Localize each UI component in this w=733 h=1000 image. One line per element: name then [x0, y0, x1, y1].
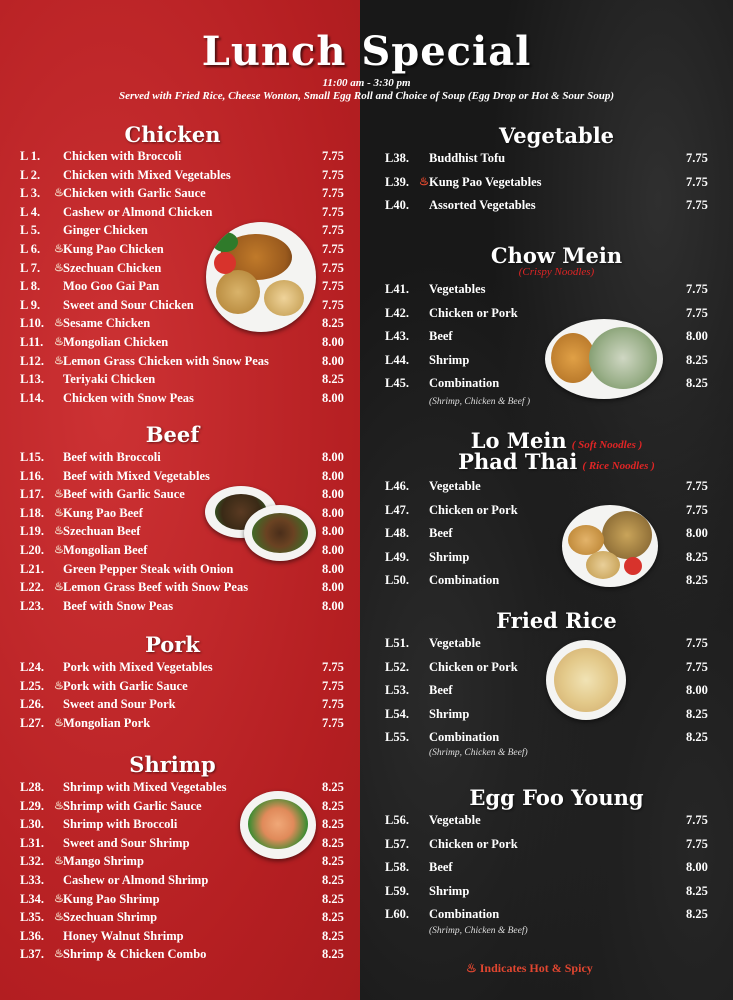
item-name: Combination [429, 907, 500, 921]
menu-item [20, 679, 355, 698]
item-price: 7.75 [322, 279, 344, 294]
section-title: Egg Foo Young [469, 785, 644, 810]
item-name: Cashew or Almond Shrimp [63, 872, 209, 887]
item-price: 7.75 [322, 715, 344, 730]
item-code: L26. [20, 697, 44, 712]
item-code: L23. [20, 598, 44, 613]
section-title: Beef [145, 422, 200, 447]
item-price: 7.75 [322, 297, 344, 312]
item-code: L54. [385, 706, 409, 721]
item-name: Cashew or Almond Chicken [63, 204, 213, 219]
item-code: L18. [20, 505, 44, 520]
spicy-icon: ♨ [54, 261, 64, 274]
item-price: 7.75 [322, 660, 344, 674]
item-price: 7.75 [322, 204, 344, 219]
item-price: 8.25 [686, 706, 708, 721]
item-name: Sesame Chicken [63, 316, 151, 331]
section-title: Fried Rice [496, 608, 617, 633]
item-price: 7.75 [686, 502, 708, 517]
item-code: L58. [385, 860, 409, 874]
service-hours: 11:00 am - 3:30 pm [322, 77, 411, 89]
item-price: 8.25 [686, 730, 708, 744]
item-code: L39. [385, 174, 409, 189]
menu-item [385, 479, 720, 503]
item-code: L29. [20, 798, 44, 813]
item-code: L51. [385, 636, 409, 650]
spicy-icon: ♨ [54, 948, 64, 961]
item-price: 8.00 [322, 468, 344, 483]
item-code: L30. [20, 817, 44, 832]
item-price: 8.00 [322, 487, 344, 502]
item-code: L44. [385, 352, 409, 367]
item-name: Szechuan Shrimp [63, 910, 158, 925]
item-price: 8.00 [686, 526, 708, 540]
item-name: Vegetable [429, 813, 481, 827]
item-price: 8.25 [322, 854, 344, 869]
item-price: 7.75 [686, 151, 708, 165]
spicy-icon: ♨ [54, 317, 64, 330]
item-name: Shrimp & Chicken Combo [63, 947, 207, 962]
item-name: Shrimp with Broccoli [63, 817, 178, 832]
item-code: L49. [385, 549, 409, 564]
item-name: Combination [429, 730, 500, 744]
item-code: L12. [20, 353, 44, 368]
item-name: Mango Shrimp [63, 854, 144, 869]
item-name: Shrimp with Mixed Vegetables [63, 780, 227, 794]
menu-item [385, 550, 720, 574]
menu-item [385, 707, 720, 731]
item-code: L22. [20, 580, 44, 595]
spicy-icon: ♨ [54, 716, 64, 729]
item-name: Honey Walnut Shrimp [63, 928, 184, 943]
vegetable-section [385, 123, 720, 222]
menu-item [20, 335, 355, 354]
item-price: 8.00 [686, 329, 708, 343]
item-price: 7.75 [322, 186, 344, 201]
menu-item [385, 282, 720, 306]
item-code: L34. [20, 891, 44, 906]
lo-mein-section [385, 428, 720, 597]
item-name: Vegetable [429, 479, 481, 493]
beef-dish-photo-2 [244, 505, 316, 561]
item-name: Chicken with Mixed Vegetables [63, 167, 231, 182]
item-name: Teriyaki Chicken [63, 372, 156, 387]
item-price: 8.25 [686, 549, 708, 564]
menu-item [385, 573, 720, 597]
section-title-2: Phad Thai [458, 449, 578, 474]
menu-item [20, 780, 355, 799]
item-code: L48. [385, 526, 409, 540]
item-price: 8.25 [686, 883, 708, 898]
item-price: 8.25 [322, 372, 344, 387]
item-price: 8.00 [322, 390, 344, 405]
item-code: L 6. [20, 241, 41, 256]
menu-item [20, 660, 355, 679]
item-name: Shrimp [429, 352, 470, 367]
item-code: L20. [20, 542, 44, 557]
spicy-icon: ♨ [54, 525, 64, 538]
item-code: L42. [385, 305, 409, 320]
item-code: L31. [20, 835, 44, 850]
item-name: Beef with Garlic Sauce [63, 487, 185, 502]
item-price: 7.75 [686, 836, 708, 851]
menu-item [20, 599, 355, 618]
fried-rice-dish-photo [546, 640, 626, 720]
item-name: Sweet and Sour Chicken [63, 297, 194, 312]
item-code: L38. [385, 151, 409, 165]
item-name: Shrimp [429, 549, 470, 564]
served-with-note: Served with Fried Rice, Cheese Wonton, Small Egg Roll and Choice of Soup (Egg Drop or Hot & Sour Soup) [119, 90, 614, 102]
menu-item [385, 837, 720, 861]
item-price: 8.00 [322, 334, 344, 349]
section-subtitle: ( Soft Noodles ) [571, 439, 643, 451]
menu-item [385, 813, 720, 837]
spicy-icon: ♨ [54, 855, 64, 868]
menu-item [20, 697, 355, 716]
item-price: 7.75 [322, 697, 344, 712]
item-price: 7.75 [686, 174, 708, 189]
item-price: 8.25 [322, 798, 344, 813]
menu-item [20, 223, 355, 242]
item-name: Shrimp with Garlic Sauce [63, 798, 202, 813]
item-price: 7.75 [322, 223, 344, 238]
item-price: 8.25 [322, 316, 344, 331]
item-code: L36. [20, 928, 44, 943]
pork-section [20, 632, 355, 734]
item-name: Vegetables [429, 282, 486, 296]
combination-note: (Shrimp, Chicken & Beef ) [429, 397, 531, 407]
item-name: Shrimp [429, 883, 470, 898]
item-code: L 7. [20, 260, 41, 275]
shrimp-section [20, 752, 355, 966]
item-code: L17. [20, 487, 44, 502]
item-code: L46. [385, 479, 409, 493]
item-name: Vegetable [429, 636, 481, 650]
item-name: Moo Goo Gai Pan [63, 279, 160, 294]
item-code: L16. [20, 468, 44, 483]
item-code: L15. [20, 450, 44, 464]
menu-item [20, 354, 355, 373]
spicy-icon: ♨ [54, 335, 64, 348]
item-name: Mongolian Chicken [63, 334, 169, 349]
item-price: 8.00 [322, 353, 344, 368]
menu-title: Lunch Special [201, 28, 532, 75]
item-price: 7.75 [322, 678, 344, 693]
item-code: L52. [385, 659, 409, 674]
menu-item [20, 149, 355, 168]
menu-item [385, 151, 720, 175]
item-name: Chicken with Snow Peas [63, 390, 194, 405]
item-name: Kung Pao Shrimp [63, 891, 160, 906]
menu-item [20, 391, 355, 410]
item-name: Chicken with Broccoli [63, 149, 182, 163]
menu-item [20, 562, 355, 581]
item-name: Beef [429, 329, 453, 343]
item-code: L28. [20, 780, 44, 794]
item-name: Chicken with Garlic Sauce [63, 186, 206, 201]
spicy-icon: ♨ [54, 679, 64, 692]
spicy-icon: ♨ [419, 175, 429, 188]
item-name: Chicken or Pork [429, 836, 518, 851]
item-price: 7.75 [686, 636, 708, 650]
menu-item [20, 873, 355, 892]
item-price: 8.00 [322, 580, 344, 595]
spicy-icon: ♨ [54, 187, 64, 200]
item-price: 8.25 [322, 910, 344, 925]
item-name: Mongolian Pork [63, 715, 151, 730]
section-title: Pork [145, 632, 200, 657]
item-price: 8.25 [322, 817, 344, 832]
item-code: L 3. [20, 186, 41, 201]
item-price: 7.75 [322, 260, 344, 275]
menu-item [385, 306, 720, 330]
item-name: Beef [429, 860, 453, 874]
item-name: Beef [429, 683, 453, 697]
item-name: Assorted Vegetables [429, 198, 536, 212]
item-name: Beef with Broccoli [63, 450, 161, 464]
menu-item [20, 910, 355, 929]
item-name: Chicken or Pork [429, 305, 518, 320]
spicy-icon: ♨ [54, 242, 64, 255]
lo-mein-dish-photo [562, 505, 658, 587]
item-name: Pork with Garlic Sauce [63, 678, 188, 693]
item-code: L11. [20, 334, 44, 349]
spicy-icon: ♨ [54, 581, 64, 594]
item-price: 8.25 [322, 928, 344, 943]
item-code: L40. [385, 198, 409, 212]
spicy-icon: ♨ [54, 506, 64, 519]
item-price: 8.00 [322, 505, 344, 520]
combination-note: (Shrimp, Chicken & Beef) [429, 748, 528, 758]
item-price: 7.75 [686, 813, 708, 827]
item-code: L57. [385, 836, 409, 851]
section-title: Chow Mein [490, 243, 623, 268]
item-code: L 4. [20, 204, 41, 219]
item-code: L 1. [20, 149, 41, 163]
item-price: 8.00 [322, 450, 344, 464]
item-code: L19. [20, 524, 44, 539]
menu-item [385, 860, 720, 884]
spicy-icon: ♨ [54, 488, 64, 501]
item-name: Pork with Mixed Vegetables [63, 660, 213, 674]
item-price: 7.75 [686, 305, 708, 320]
item-code: L32. [20, 854, 44, 869]
item-name: Ginger Chicken [63, 223, 148, 238]
item-code: L59. [385, 883, 409, 898]
item-price: 8.00 [686, 683, 708, 697]
egg-foo-young-section [385, 785, 720, 936]
spicy-icon: ♨ [466, 961, 477, 975]
item-code: L21. [20, 561, 44, 576]
spicy-icon: ♨ [54, 799, 64, 812]
item-code: L 8. [20, 279, 41, 294]
item-name: Lemon Grass Chicken with Snow Peas [63, 353, 269, 368]
item-name: Chicken or Pork [429, 502, 518, 517]
item-code: L55. [385, 730, 409, 744]
item-price: 7.75 [322, 149, 344, 163]
spicy-icon: ♨ [54, 911, 64, 924]
item-code: L56. [385, 813, 409, 827]
menu-item [20, 892, 355, 911]
item-name: Lemon Grass Beef with Snow Peas [63, 580, 249, 595]
combination-note: (Shrimp, Chicken & Beef) [429, 926, 528, 936]
item-code: L33. [20, 872, 44, 887]
shrimp-dish-photo [240, 791, 316, 859]
menu-header [0, 28, 733, 102]
item-price: 7.75 [686, 659, 708, 674]
section-title: Vegetable [498, 123, 615, 148]
item-name: Sweet and Sour Pork [63, 697, 176, 712]
item-name: Kung Pao Beef [63, 505, 143, 520]
item-price: 8.00 [322, 524, 344, 539]
item-price: 7.75 [322, 167, 344, 182]
menu-item [20, 372, 355, 391]
chow-mein-dish-photo [545, 319, 663, 399]
item-price: 8.25 [322, 872, 344, 887]
spicy-icon: ♨ [54, 543, 64, 556]
item-code: L10. [20, 316, 44, 331]
item-code: L25. [20, 678, 44, 693]
section-title: Chicken [124, 122, 221, 147]
item-price: 8.25 [322, 835, 344, 850]
item-name: Sweet and Sour Shrimp [63, 835, 190, 850]
item-price: 8.25 [322, 947, 344, 962]
item-price: 8.25 [322, 780, 344, 794]
spicy-legend-text: Indicates Hot & Spicy [479, 961, 593, 975]
item-price: 8.25 [322, 891, 344, 906]
item-name: Beef with Mixed Vegetables [63, 468, 210, 483]
menu-item [385, 526, 720, 550]
item-code: L37. [20, 947, 44, 962]
item-code: L14. [20, 390, 44, 405]
item-code: L35. [20, 910, 44, 925]
spicy-icon: ♨ [54, 354, 64, 367]
item-code: L 9. [20, 297, 41, 312]
item-code: L43. [385, 329, 409, 343]
item-name: Kung Pao Vegetables [429, 174, 542, 189]
item-price: 8.00 [322, 561, 344, 576]
section-subtitle-2: ( Rice Noodles ) [582, 460, 655, 472]
menu-item [385, 175, 720, 199]
item-name: Green Pepper Steak with Onion [63, 561, 234, 576]
item-name: Combination [429, 376, 500, 390]
item-price: 7.75 [686, 479, 708, 493]
item-name: Combination [429, 573, 500, 587]
menu-item [20, 854, 355, 873]
menu-item [20, 205, 355, 224]
item-price: 8.00 [686, 860, 708, 874]
item-price: 8.00 [322, 598, 344, 613]
item-name: Shrimp [429, 706, 470, 721]
item-code: L 5. [20, 223, 41, 238]
menu-item [20, 450, 355, 469]
menu-item [20, 716, 355, 735]
item-name: Buddhist Tofu [429, 151, 506, 165]
spicy-legend [466, 961, 593, 976]
item-code: L24. [20, 660, 44, 674]
item-price: 8.25 [686, 352, 708, 367]
menu-item [20, 487, 355, 506]
menu-item [20, 947, 355, 966]
section-title: Shrimp [129, 752, 216, 777]
menu-item [385, 884, 720, 908]
menu-item [20, 186, 355, 205]
item-price: 7.75 [686, 198, 708, 212]
item-name: Beef [429, 526, 453, 540]
menu-item [385, 503, 720, 527]
item-code: L13. [20, 372, 44, 387]
item-code: L45. [385, 376, 409, 390]
menu-item [20, 580, 355, 599]
item-name: Szechuan Chicken [63, 260, 162, 275]
menu-item [20, 316, 355, 335]
menu-item [385, 198, 720, 222]
item-price: 7.75 [322, 241, 344, 256]
item-name: Szechuan Beef [63, 524, 141, 539]
spicy-icon: ♨ [54, 892, 64, 905]
item-name: Kung Pao Chicken [63, 241, 164, 256]
item-price: 7.75 [686, 282, 708, 296]
item-price: 8.25 [686, 573, 708, 587]
item-code: L47. [385, 502, 409, 517]
menu-item [20, 929, 355, 948]
item-code: L41. [385, 282, 409, 296]
item-name: Chicken or Pork [429, 659, 518, 674]
item-code: L60. [385, 907, 409, 921]
item-name: Beef with Snow Peas [63, 598, 174, 613]
item-price: 8.25 [686, 907, 708, 921]
section-subtitle: (Crispy Noodles) [518, 266, 595, 278]
item-price: 8.25 [686, 376, 708, 390]
item-code: L53. [385, 683, 409, 697]
menu-item [20, 168, 355, 187]
menu-item [20, 469, 355, 488]
item-code: L27. [20, 715, 44, 730]
item-code: L 2. [20, 167, 41, 182]
item-code: L50. [385, 573, 409, 587]
section-title: Lo Mein [470, 428, 567, 453]
item-name: Mongolian Beef [63, 542, 148, 557]
chicken-dish-photo [206, 222, 316, 332]
item-price: 8.00 [322, 542, 344, 557]
